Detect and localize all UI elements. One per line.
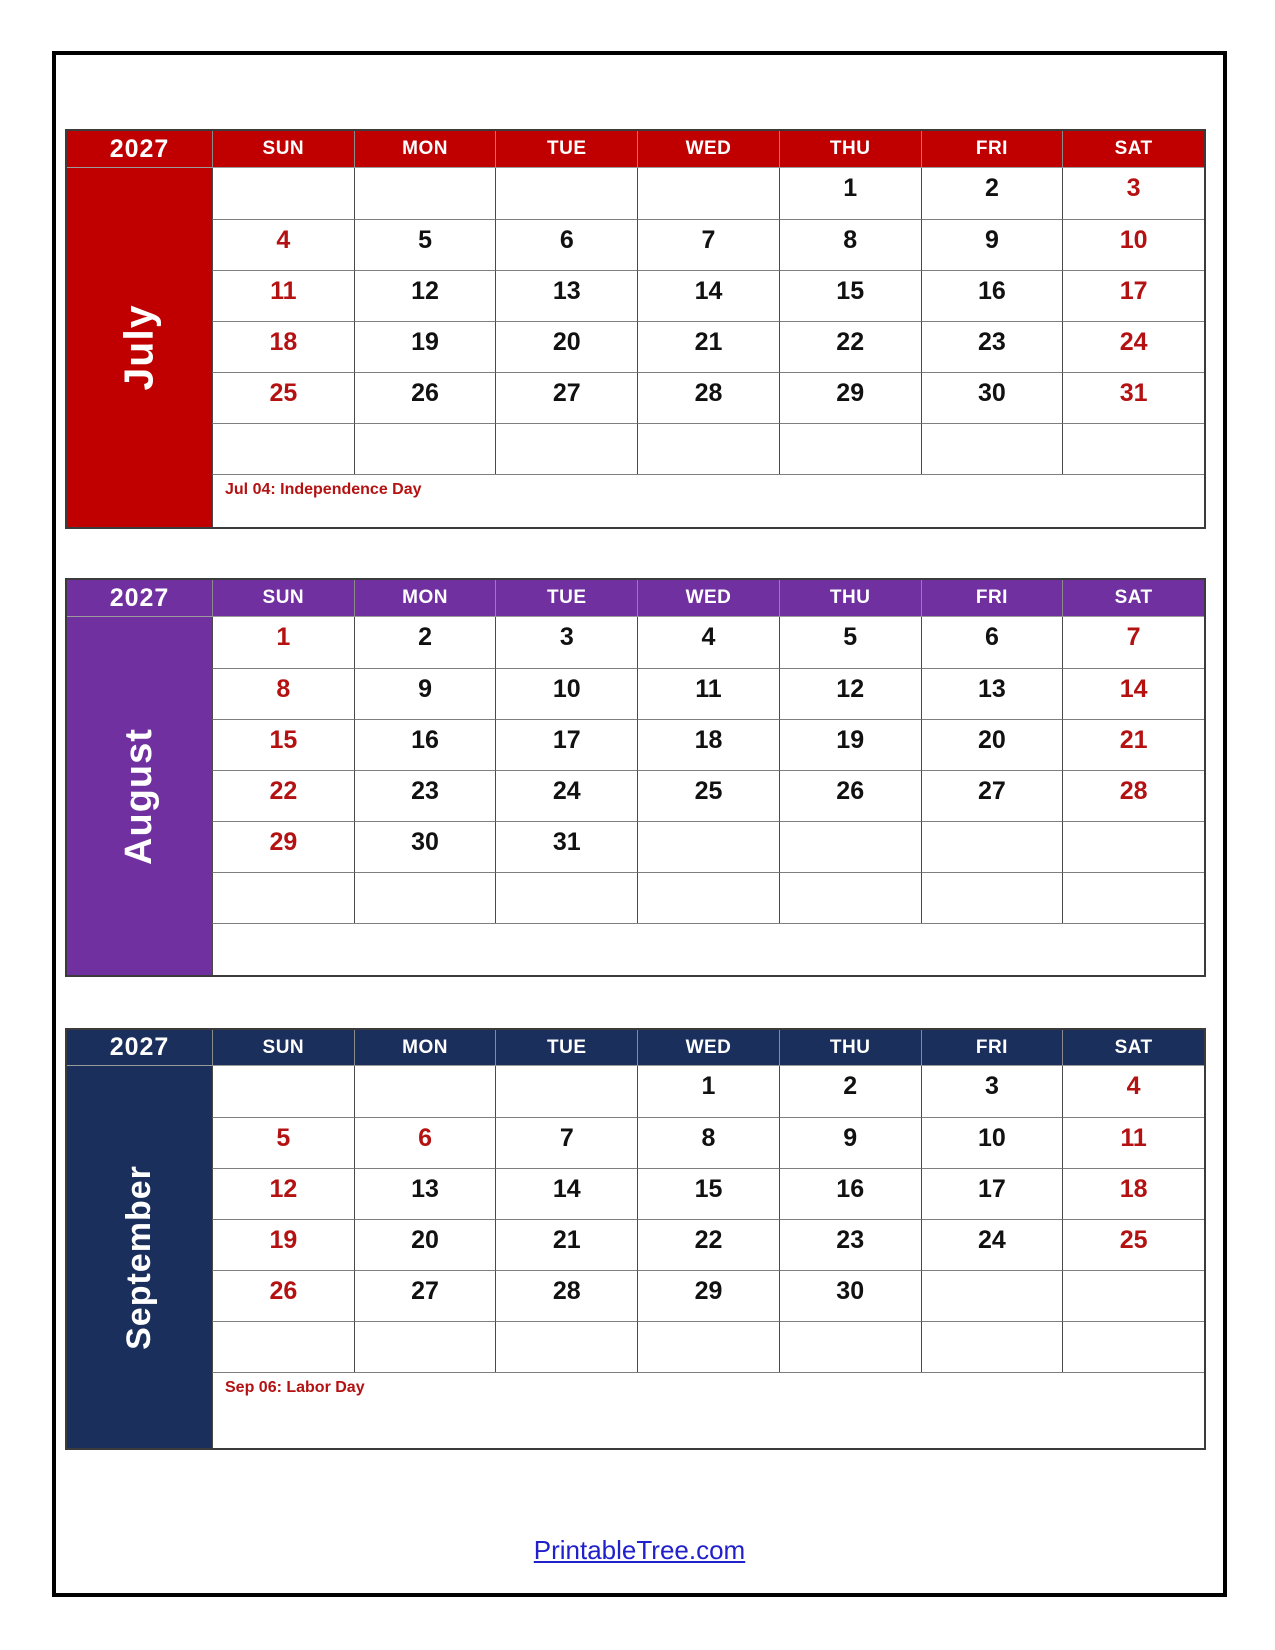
- date-cell: 13: [921, 668, 1063, 719]
- date-cell: 13: [354, 1168, 496, 1219]
- date-cell: 27: [921, 770, 1063, 821]
- date-cell: 3: [495, 617, 637, 668]
- date-cell: 12: [354, 270, 496, 321]
- calendar-september: [65, 1028, 1206, 1450]
- date-cell: 6: [354, 1117, 496, 1168]
- month-label: August: [118, 727, 160, 865]
- date-cell: [921, 1270, 1063, 1321]
- date-cell: 23: [354, 770, 496, 821]
- date-cell: 11: [212, 270, 354, 321]
- date-cell: 7: [495, 1117, 637, 1168]
- date-cell: [921, 872, 1063, 923]
- date-cell: 7: [637, 219, 779, 270]
- date-cell: 20: [495, 321, 637, 372]
- day-header-mon: MON: [354, 580, 496, 617]
- date-cell: [354, 168, 496, 219]
- date-cell: 18: [212, 321, 354, 372]
- date-cell: 7: [1062, 617, 1204, 668]
- date-cell: 17: [1062, 270, 1204, 321]
- date-cell: 16: [921, 270, 1063, 321]
- date-cell: 28: [495, 1270, 637, 1321]
- date-cell: [212, 423, 354, 474]
- date-cell: 24: [1062, 321, 1204, 372]
- day-header-tue: TUE: [495, 580, 637, 617]
- date-cell: [637, 168, 779, 219]
- day-header-sun: SUN: [212, 1030, 354, 1066]
- date-cell: [779, 423, 921, 474]
- date-cell: [779, 821, 921, 872]
- date-cell: 26: [354, 372, 496, 423]
- calendar-august: [65, 578, 1206, 977]
- date-cell: 6: [495, 219, 637, 270]
- date-cell: 3: [921, 1066, 1063, 1117]
- month-sidebar: [67, 168, 212, 527]
- date-cell: 10: [495, 668, 637, 719]
- date-cell: 28: [1062, 770, 1204, 821]
- date-cell: 4: [212, 219, 354, 270]
- date-cell: 5: [779, 617, 921, 668]
- date-cell: [1062, 1270, 1204, 1321]
- date-cell: [921, 1321, 1063, 1372]
- day-header-fri: FRI: [921, 131, 1063, 168]
- day-header-tue: TUE: [495, 1030, 637, 1066]
- year-label: 2027: [67, 131, 212, 168]
- year-label: 2027: [67, 1030, 212, 1066]
- day-header-mon: MON: [354, 131, 496, 168]
- date-cell: 8: [212, 668, 354, 719]
- month-label: September: [120, 1164, 159, 1350]
- month-sidebar: [67, 617, 212, 975]
- date-cell: 11: [1062, 1117, 1204, 1168]
- date-cell: 29: [637, 1270, 779, 1321]
- date-cell: [354, 1321, 496, 1372]
- date-cell: [212, 168, 354, 219]
- day-header-thu: THU: [779, 580, 921, 617]
- date-cell: 31: [1062, 372, 1204, 423]
- date-cell: 12: [212, 1168, 354, 1219]
- date-cell: 16: [779, 1168, 921, 1219]
- date-cell: 8: [779, 219, 921, 270]
- date-cell: 21: [1062, 719, 1204, 770]
- date-cell: [637, 821, 779, 872]
- date-cell: 1: [637, 1066, 779, 1117]
- footer-site-link[interactable]: PrintableTree.com: [533, 1535, 746, 1565]
- date-cell: [354, 423, 496, 474]
- day-header-tue: TUE: [495, 131, 637, 168]
- date-cell: 8: [637, 1117, 779, 1168]
- date-cell: 17: [921, 1168, 1063, 1219]
- day-header-mon: MON: [354, 1030, 496, 1066]
- date-cell: [354, 1066, 496, 1117]
- date-cell: 20: [921, 719, 1063, 770]
- date-cell: 24: [921, 1219, 1063, 1270]
- date-cell: [1062, 821, 1204, 872]
- date-cell: [637, 1321, 779, 1372]
- date-cell: [495, 168, 637, 219]
- date-cell: 10: [921, 1117, 1063, 1168]
- date-cell: 10: [1062, 219, 1204, 270]
- date-cell: 1: [212, 617, 354, 668]
- month-sidebar: [67, 1066, 212, 1448]
- date-cell: [637, 423, 779, 474]
- holiday-note: Jul 04: Independence Day: [212, 474, 1204, 527]
- date-cell: [779, 1321, 921, 1372]
- date-cell: 26: [779, 770, 921, 821]
- date-cell: [921, 423, 1063, 474]
- day-header-fri: FRI: [921, 580, 1063, 617]
- date-cell: 27: [495, 372, 637, 423]
- day-header-thu: THU: [779, 131, 921, 168]
- date-cell: 29: [779, 372, 921, 423]
- date-cell: 15: [779, 270, 921, 321]
- holiday-note: Sep 06: Labor Day: [212, 1372, 1204, 1448]
- year-label: 2027: [67, 580, 212, 617]
- date-cell: 5: [212, 1117, 354, 1168]
- date-cell: 9: [921, 219, 1063, 270]
- date-cell: [212, 1321, 354, 1372]
- date-cell: 29: [212, 821, 354, 872]
- date-cell: 17: [495, 719, 637, 770]
- date-cell: [212, 1066, 354, 1117]
- date-cell: 2: [779, 1066, 921, 1117]
- day-header-sat: SAT: [1062, 131, 1204, 168]
- day-header-wed: WED: [637, 580, 779, 617]
- date-cell: 23: [779, 1219, 921, 1270]
- date-cell: 16: [354, 719, 496, 770]
- date-cell: 2: [921, 168, 1063, 219]
- date-cell: 22: [779, 321, 921, 372]
- date-cell: [354, 872, 496, 923]
- date-cell: 25: [1062, 1219, 1204, 1270]
- date-cell: 30: [921, 372, 1063, 423]
- date-cell: 31: [495, 821, 637, 872]
- date-cell: [1062, 872, 1204, 923]
- date-cell: 25: [212, 372, 354, 423]
- date-cell: 22: [212, 770, 354, 821]
- day-header-fri: FRI: [921, 1030, 1063, 1066]
- date-cell: [495, 872, 637, 923]
- date-cell: 1: [779, 168, 921, 219]
- calendar-july: [65, 129, 1206, 529]
- day-header-sun: SUN: [212, 131, 354, 168]
- date-cell: 5: [354, 219, 496, 270]
- date-cell: 9: [779, 1117, 921, 1168]
- date-cell: [1062, 1321, 1204, 1372]
- day-header-sat: SAT: [1062, 580, 1204, 617]
- date-cell: 3: [1062, 168, 1204, 219]
- date-cell: 27: [354, 1270, 496, 1321]
- date-cell: 19: [212, 1219, 354, 1270]
- date-cell: 4: [1062, 1066, 1204, 1117]
- date-cell: [1062, 423, 1204, 474]
- date-cell: 15: [637, 1168, 779, 1219]
- date-cell: 11: [637, 668, 779, 719]
- date-cell: [779, 872, 921, 923]
- date-cell: 2: [354, 617, 496, 668]
- date-cell: 19: [779, 719, 921, 770]
- date-cell: 22: [637, 1219, 779, 1270]
- date-cell: 30: [779, 1270, 921, 1321]
- day-header-wed: WED: [637, 131, 779, 168]
- date-cell: [495, 1321, 637, 1372]
- date-cell: 21: [637, 321, 779, 372]
- date-cell: [637, 872, 779, 923]
- date-cell: 24: [495, 770, 637, 821]
- date-cell: 19: [354, 321, 496, 372]
- date-cell: 9: [354, 668, 496, 719]
- date-cell: 23: [921, 321, 1063, 372]
- date-cell: [921, 821, 1063, 872]
- date-cell: 12: [779, 668, 921, 719]
- date-cell: 28: [637, 372, 779, 423]
- footer: [52, 1535, 1227, 1566]
- holiday-note: [212, 923, 1204, 975]
- day-header-thu: THU: [779, 1030, 921, 1066]
- date-cell: 25: [637, 770, 779, 821]
- date-cell: 26: [212, 1270, 354, 1321]
- date-cell: 18: [1062, 1168, 1204, 1219]
- month-label: July: [115, 304, 162, 391]
- date-cell: 15: [212, 719, 354, 770]
- day-header-wed: WED: [637, 1030, 779, 1066]
- date-cell: [495, 423, 637, 474]
- day-header-sat: SAT: [1062, 1030, 1204, 1066]
- date-cell: 4: [637, 617, 779, 668]
- date-cell: 14: [1062, 668, 1204, 719]
- day-header-sun: SUN: [212, 580, 354, 617]
- date-cell: 13: [495, 270, 637, 321]
- date-cell: 20: [354, 1219, 496, 1270]
- date-cell: [212, 872, 354, 923]
- date-cell: 14: [495, 1168, 637, 1219]
- date-cell: 30: [354, 821, 496, 872]
- date-cell: 6: [921, 617, 1063, 668]
- date-cell: 14: [637, 270, 779, 321]
- date-cell: [495, 1066, 637, 1117]
- date-cell: 18: [637, 719, 779, 770]
- date-cell: 21: [495, 1219, 637, 1270]
